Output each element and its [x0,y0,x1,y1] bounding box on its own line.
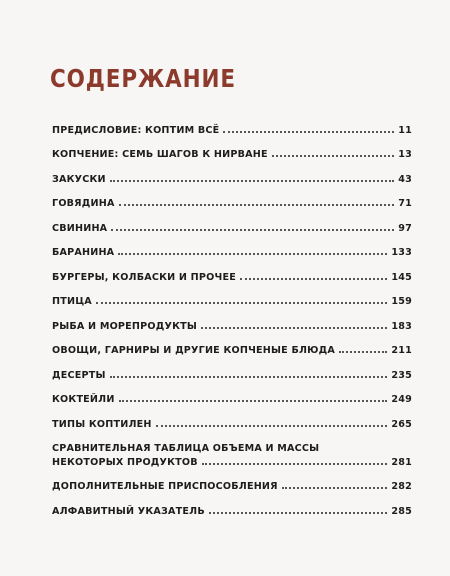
toc-entry [52,405,412,430]
dot-leader [110,180,394,182]
dot-leader [110,376,388,378]
toc-entry-label: СВИНИНА [52,223,111,234]
toc-entry-page: 183 [391,320,412,332]
toc-entry [52,111,412,136]
toc-entry-page: 71 [398,198,412,209]
toc-entry-label: ТИПЫ КОПТИЛЕН [52,419,156,430]
toc-entry-label-line2: НЕКОТОРЫХ ПРОДУКТОВ [52,456,198,468]
dot-leader [119,400,388,402]
toc-entry-label: ПРЕДИСЛОВИЕ: КОПТИМ ВСЁ [52,125,223,136]
toc-entry-label: ГОВЯДИНА [52,198,119,209]
dot-leader [339,351,387,353]
toc-entry [52,332,412,357]
dot-leader [272,155,395,157]
toc-entry-page: 281 [391,456,412,468]
dot-leader [111,229,394,231]
dot-leader [96,302,387,304]
toc-entry [52,430,412,468]
toc-entry-line2 [52,457,412,468]
toc-entry-page: 43 [398,173,412,185]
toc-entry [52,136,412,161]
toc-entry [52,492,412,517]
dot-leader [209,512,388,514]
toc-entry-page: 282 [391,481,412,492]
toc-entry [52,468,412,493]
page-title: СОДЕРЖАНИЕ [50,64,236,93]
toc-entry-page: 249 [391,394,412,405]
toc-entry-page: 133 [391,247,412,258]
toc-entry-label: БАРАНИНА [52,247,118,258]
toc-entry [52,258,412,283]
toc-entry [52,356,412,381]
toc-entry [52,209,412,234]
toc-entry [52,381,412,406]
toc-entry-label: ОВОЩИ, ГАРНИРЫ И ДРУГИЕ КОПЧЕНЫЕ БЛЮДА [52,345,339,356]
toc-entry-page: 11 [398,124,412,136]
dot-leader [119,204,395,206]
toc-entry [52,160,412,185]
dot-leader [282,487,388,489]
toc-entry-label: ДОПОЛНИТЕЛЬНЫЕ ПРИСПОСОБЛЕНИЯ [52,481,282,492]
toc-entry-page: 145 [391,271,412,283]
dot-leader [201,327,387,329]
toc-entry [52,307,412,332]
dot-leader [240,278,387,280]
toc-entry-label: РЫБА И МОРЕПРОДУКТЫ [52,321,201,332]
dot-leader [118,253,387,255]
toc-entry-page: 285 [391,505,412,517]
toc-entry [52,185,412,210]
dot-leader [202,463,388,465]
toc-entry-label-block [52,443,412,468]
toc-entry-page: 13 [398,149,412,160]
toc-entry [52,234,412,259]
toc-entry-page: 97 [398,222,412,234]
toc-entry [52,283,412,308]
toc-entry-label: ПТИЦА [52,296,96,307]
toc-entry-page: 235 [391,369,412,381]
toc-entry-label-line1: СРАВНИТЕЛЬНАЯ ТАБЛИЦА ОБЪЕМА И МАССЫ [52,442,320,454]
table-of-contents [52,111,412,517]
dot-leader [156,425,388,427]
toc-entry-page: 211 [391,345,412,356]
toc-entry-label: АЛФАВИТНЫЙ УКАЗАТЕЛЬ [52,506,209,517]
toc-entry-label: КОКТЕЙЛИ [52,394,119,405]
toc-entry-label: ДЕСЕРТЫ [52,370,110,381]
toc-entry-label: БУРГЕРЫ, КОЛБАСКИ И ПРОЧЕЕ [52,272,240,283]
toc-entry-page: 159 [391,296,412,307]
dot-leader [223,131,394,133]
toc-entry-label: ЗАКУСКИ [52,174,110,185]
toc-entry-page: 265 [391,418,412,430]
toc-entry-label: КОПЧЕНИЕ: СЕМЬ ШАГОВ К НИРВАНЕ [52,149,272,160]
